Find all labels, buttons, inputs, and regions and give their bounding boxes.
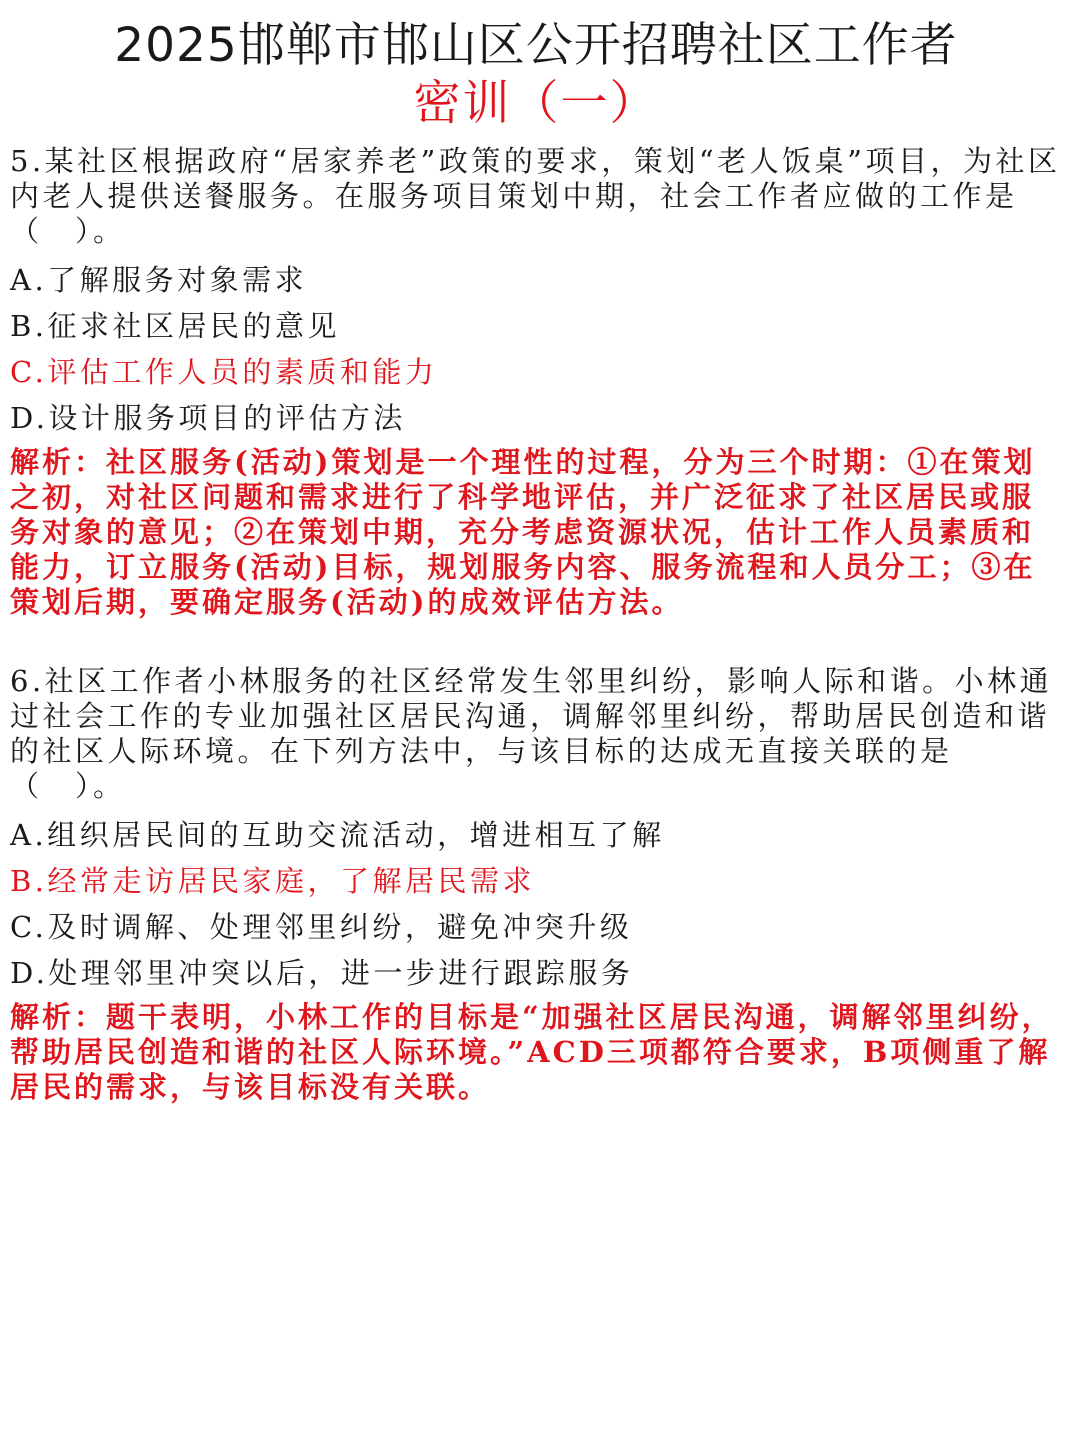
analysis-text: 解析：社区服务(活动)策划是一个理性的过程，分为三个时期：①在策划之初，对社区问题和需求进行了科学地评估，并广泛征求了社区居民或服务对象的意见；②在策划中期，充分考虑资源状况，估计工作人员素质和能力，订立服务(活动)目标，规划服务内容、服务流程和人员分工；③在策划后期，要确定服务(活动)的成效评估方法。 [10,445,1036,619]
option-a: A.组织居民间的互助交流活动，增进相互了解 [10,818,665,852]
option-b-correct: B.经常走访居民家庭，了解居民需求 [10,864,536,898]
option-d: D.处理邻里冲突以后，进一步进行跟踪服务 [10,956,634,990]
question-stem: 6.社区工作者小林服务的社区经常发生邻里纠纷，影响人际和谐。小林通过社会工作的专业加强社区居民沟通，调解邻里纠纷，帮助居民创造和谐的社区人际环境。在下列方法中，与该目标的达成无直接关联的是（ ）。 [10,664,1053,803]
analysis-text: 解析：题干表明，小林工作的目标是“加强社区居民沟通，调解邻里纠纷，帮助居民创造和谐的社区人际环境。”ACD三项都符合要求，B项侧重了解居民的需求，与该目标没有关联。 [10,1000,1054,1104]
option-d: D.设计服务项目的评估方法 [10,401,406,435]
option-c: C.及时调解、处理邻里纠纷，避免冲突升级 [10,910,633,944]
document-subtitle: 密训（一） [413,76,659,131]
option-a: A.了解服务对象需求 [10,263,308,297]
option-b: B.征求社区居民的意见 [10,309,341,343]
question-stem: 5.某社区根据政府“居家养老”政策的要求，策划“老人饭桌”项目，为社区内老人提供送餐服务。在服务项目策划中期，社会工作者应做的工作是（ ）。 [10,144,1061,248]
question-5 [10,144,1062,620]
option-c-correct: C.评估工作人员的素质和能力 [10,355,438,389]
question-6 [10,664,1062,1105]
document-title: 2025邯郸市邯山区公开招聘社区工作者 [114,18,958,73]
